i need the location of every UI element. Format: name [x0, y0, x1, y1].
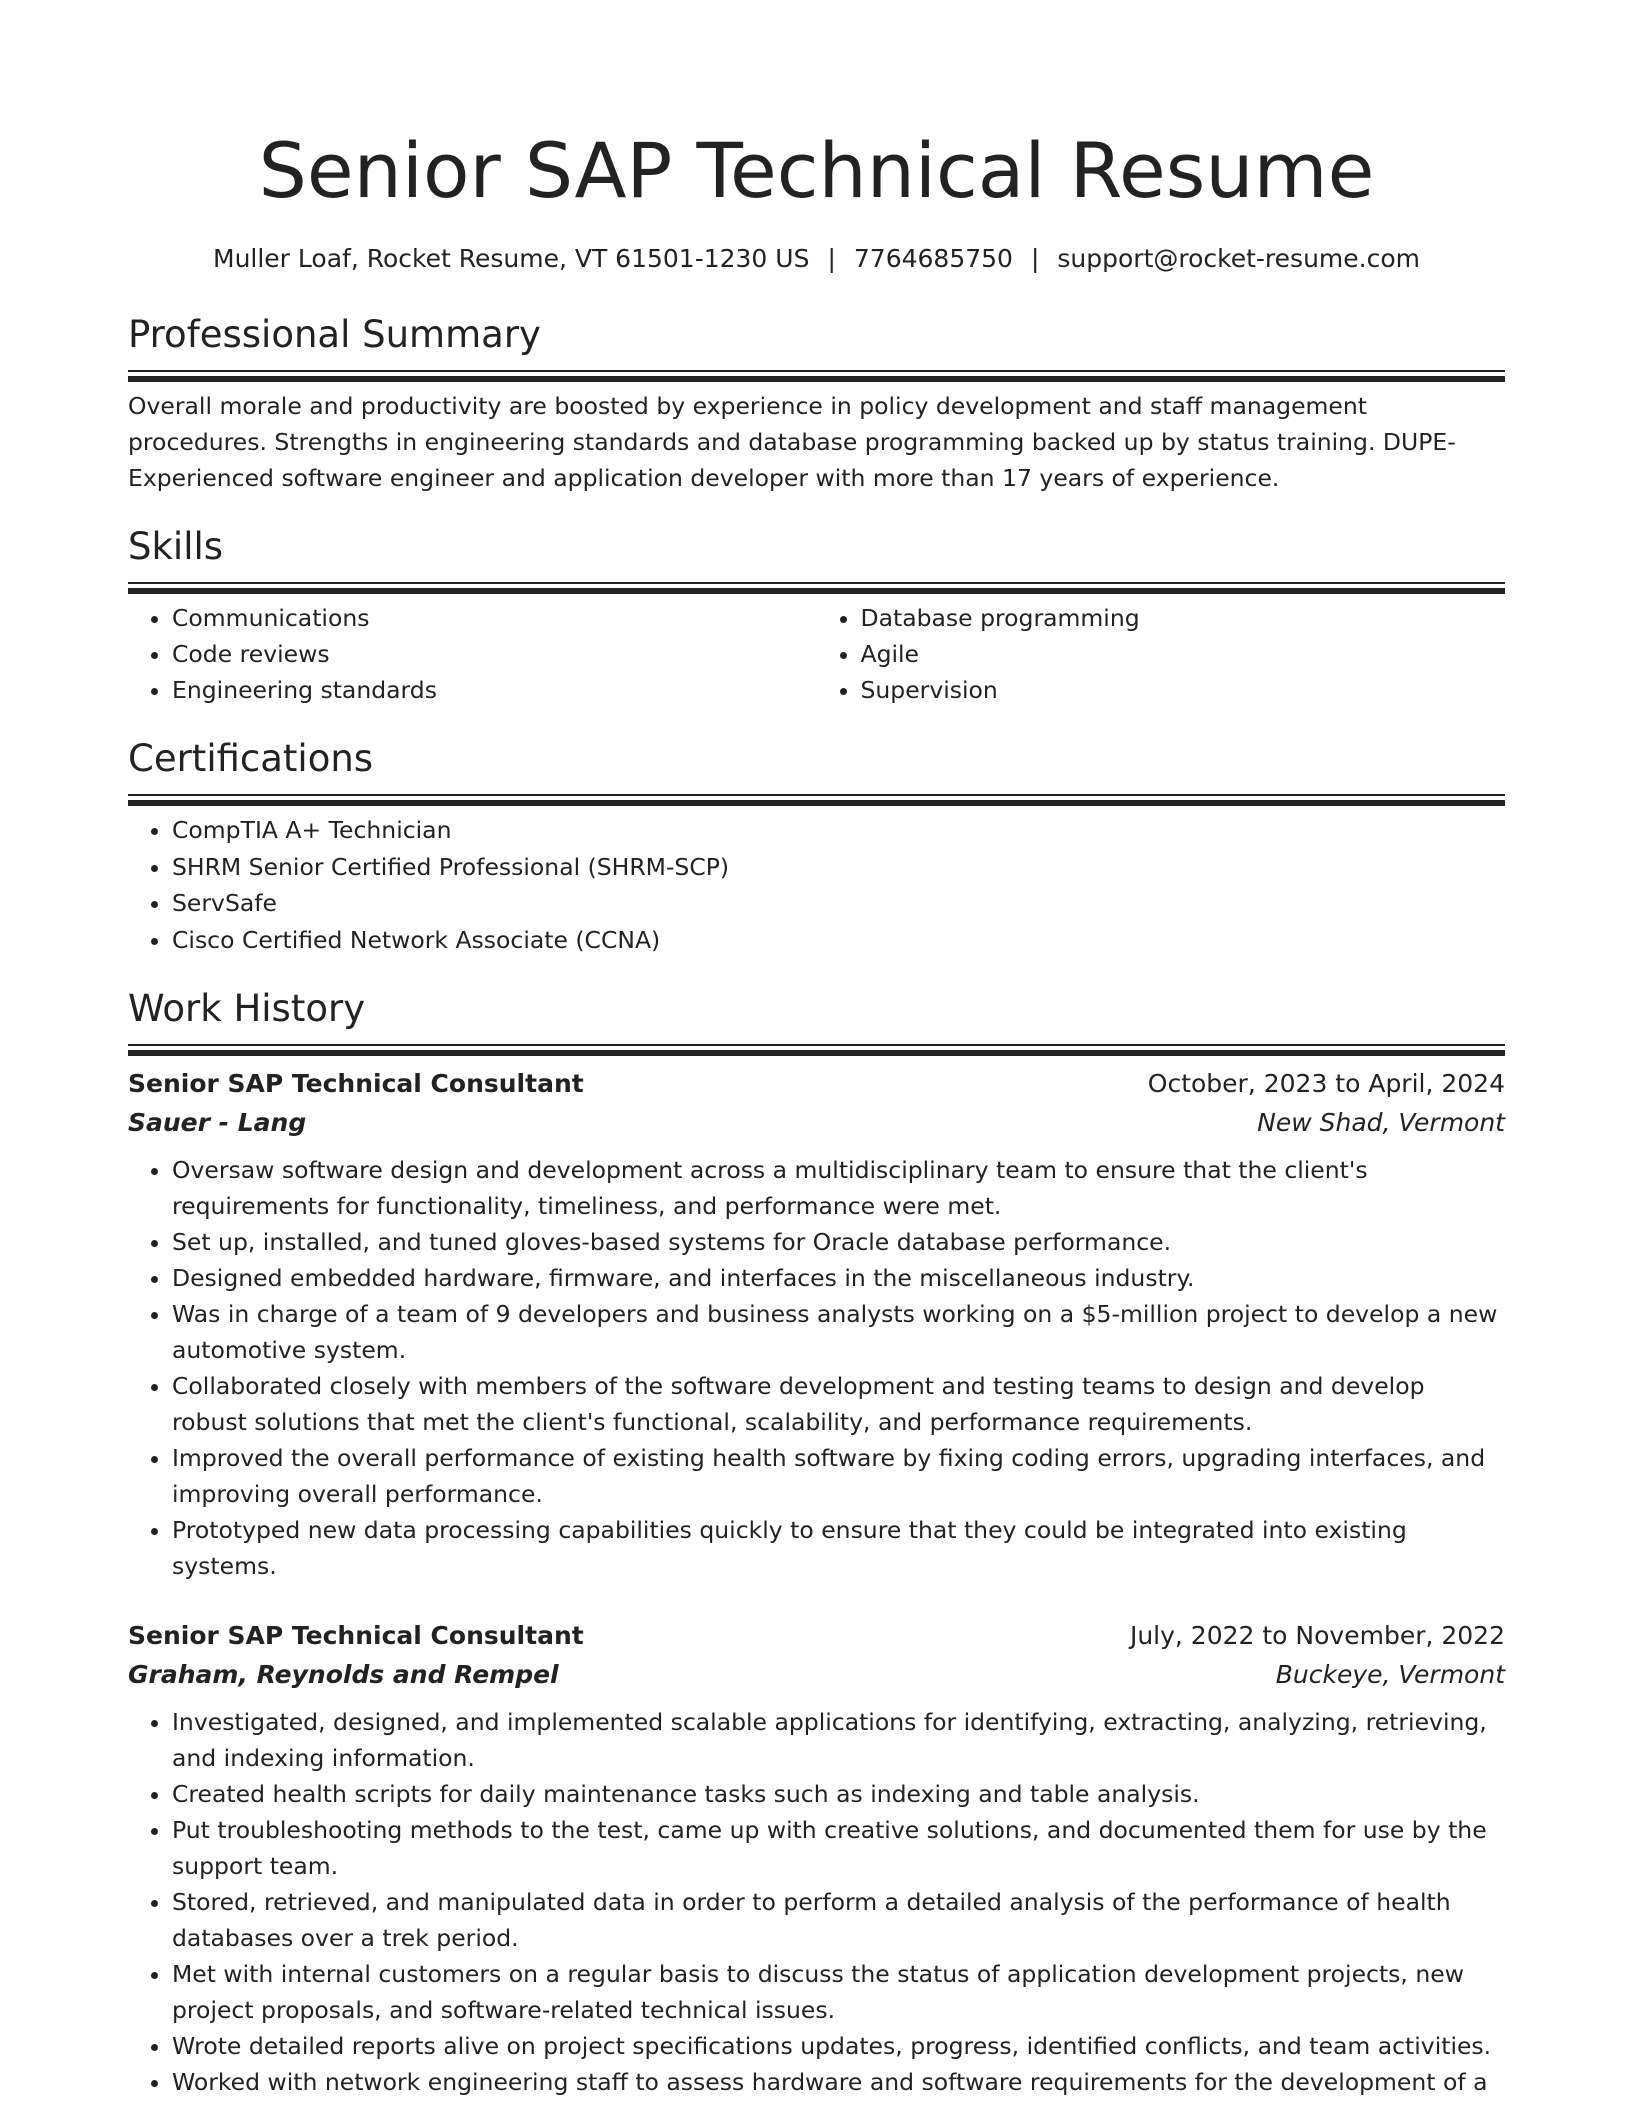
contact-email[interactable]: support@rocket-resume.com — [1057, 244, 1420, 273]
summary-section — [128, 310, 1505, 496]
work-history-heading: Work History — [128, 987, 366, 1030]
job-dates: October, 2023 to April, 2024 — [1147, 1069, 1505, 1098]
job-bullet: • Designed embedded hardware, firmware, and interfaces in the miscellaneous industry. — [172, 1260, 1505, 1296]
section-divider — [128, 1044, 1505, 1050]
skill-item: • Code reviews — [172, 636, 817, 672]
job-bullet: • Put troubleshooting methods to the test, came up with creative solutions, and documented them for use by the support team. — [172, 1812, 1505, 1884]
skills-list-right — [817, 600, 1506, 708]
skill-item: • Engineering standards — [172, 672, 817, 708]
skills-section — [128, 522, 1505, 708]
job-bullet: • Prototyped new data processing capabilities quickly to ensure that they could be integrated into existing systems. — [172, 1512, 1505, 1584]
job-subheader — [128, 1104, 1505, 1142]
job-entry — [128, 1064, 1505, 1584]
job-location: New Shad, Vermont — [1257, 1108, 1505, 1137]
certification-item: • SHRM Senior Certified Professional (SHRM-SCP) — [172, 849, 1505, 886]
contact-line — [128, 242, 1505, 276]
job-bullet-list — [128, 1152, 1505, 1584]
skill-item: • Communications — [172, 600, 817, 636]
skills-list-left — [128, 600, 817, 708]
contact-separator: | — [827, 244, 836, 273]
certification-item: • ServSafe — [172, 885, 1505, 922]
skills-heading: Skills — [128, 525, 224, 568]
certification-item: • Cisco Certified Network Associate (CCNA) — [172, 922, 1505, 959]
job-company: Sauer - Lang — [128, 1108, 307, 1137]
job-header — [128, 1064, 1505, 1104]
job-bullet: • Met with internal customers on a regular basis to discuss the status of application development projects, new project proposals, and software-related technical issues. — [172, 1956, 1505, 2028]
section-divider — [128, 370, 1505, 376]
job-bullet: • Collaborated closely with members of the software development and testing teams to design and develop robust solutions that met the client's functional, scalability, and performance requirements. — [172, 1368, 1505, 1440]
job-title: Senior SAP Technical Consultant — [128, 1621, 584, 1650]
resume-content — [128, 118, 1505, 2100]
summary-text: Overall morale and productivity are boosted by experience in policy development and staff management procedures. Strengths in engineering standards and database programming backed up by status training. DUPE- Experienced software engineer and application developer with more than 17 years of experience. — [128, 392, 1456, 492]
job-dates: July, 2022 to November, 2022 — [1129, 1621, 1505, 1650]
certifications-heading: Certifications — [128, 737, 374, 780]
job-bullet: • Worked with network engineering staff to assess hardware and software requirements for the development of a — [172, 2064, 1505, 2100]
job-bullet: • Created health scripts for daily maintenance tasks such as indexing and table analysis. — [172, 1776, 1505, 1812]
job-bullet: • Stored, retrieved, and manipulated data in order to perform a detailed analysis of the performance of health databases over a trek period. — [172, 1884, 1505, 1956]
contact-separator: | — [1030, 244, 1040, 273]
section-divider — [128, 794, 1505, 800]
job-bullet: • Was in charge of a team of 9 developers and business analysts working on a $5-million project to develop a new automotive system. — [172, 1296, 1505, 1368]
job-title: Senior SAP Technical Consultant — [128, 1069, 584, 1098]
certifications-list — [128, 812, 1505, 958]
job-bullet: • Set up, installed, and tuned gloves-based systems for Oracle database performance. — [172, 1224, 1505, 1260]
certification-item: • CompTIA A+ Technician — [172, 812, 1505, 849]
skills-grid — [128, 600, 1505, 708]
job-bullet: • Oversaw software design and development across a multidisciplinary team to ensure that the client's requirements for functionality, timeliness, and performance were met. — [172, 1152, 1505, 1224]
job-subheader — [128, 1656, 1505, 1694]
job-bullet: • Investigated, designed, and implemented scalable applications for identifying, extracting, analyzing, retrieving, and indexing information. — [172, 1704, 1505, 1776]
summary-heading: Professional Summary — [128, 313, 541, 356]
job-location: Buckeye, Vermont — [1275, 1660, 1505, 1689]
skill-item: • Supervision — [861, 672, 1506, 708]
contact-address: Muller Loaf, Rocket Resume, VT 61501-1230 US — [213, 244, 810, 273]
job-entry — [128, 1616, 1505, 2100]
skill-item: • Database programming — [861, 600, 1506, 636]
section-divider — [128, 582, 1505, 588]
job-company: Graham, Reynolds and Rempel — [128, 1660, 559, 1689]
job-bullet: • Wrote detailed reports alive on project specifications updates, progress, identified conflicts, and team activities. — [172, 2028, 1505, 2064]
work-history-section — [128, 984, 1505, 2100]
job-bullet-list — [128, 1704, 1505, 2100]
contact-phone: 7764685750 — [853, 244, 1013, 273]
certifications-section — [128, 734, 1505, 958]
resume-title: Senior SAP Technical Resume — [258, 126, 1375, 215]
skill-item: • Agile — [861, 636, 1506, 672]
job-bullet: • Improved the overall performance of existing health software by fixing coding errors, upgrading interfaces, and improving overall performance. — [172, 1440, 1505, 1512]
job-header — [128, 1616, 1505, 1656]
